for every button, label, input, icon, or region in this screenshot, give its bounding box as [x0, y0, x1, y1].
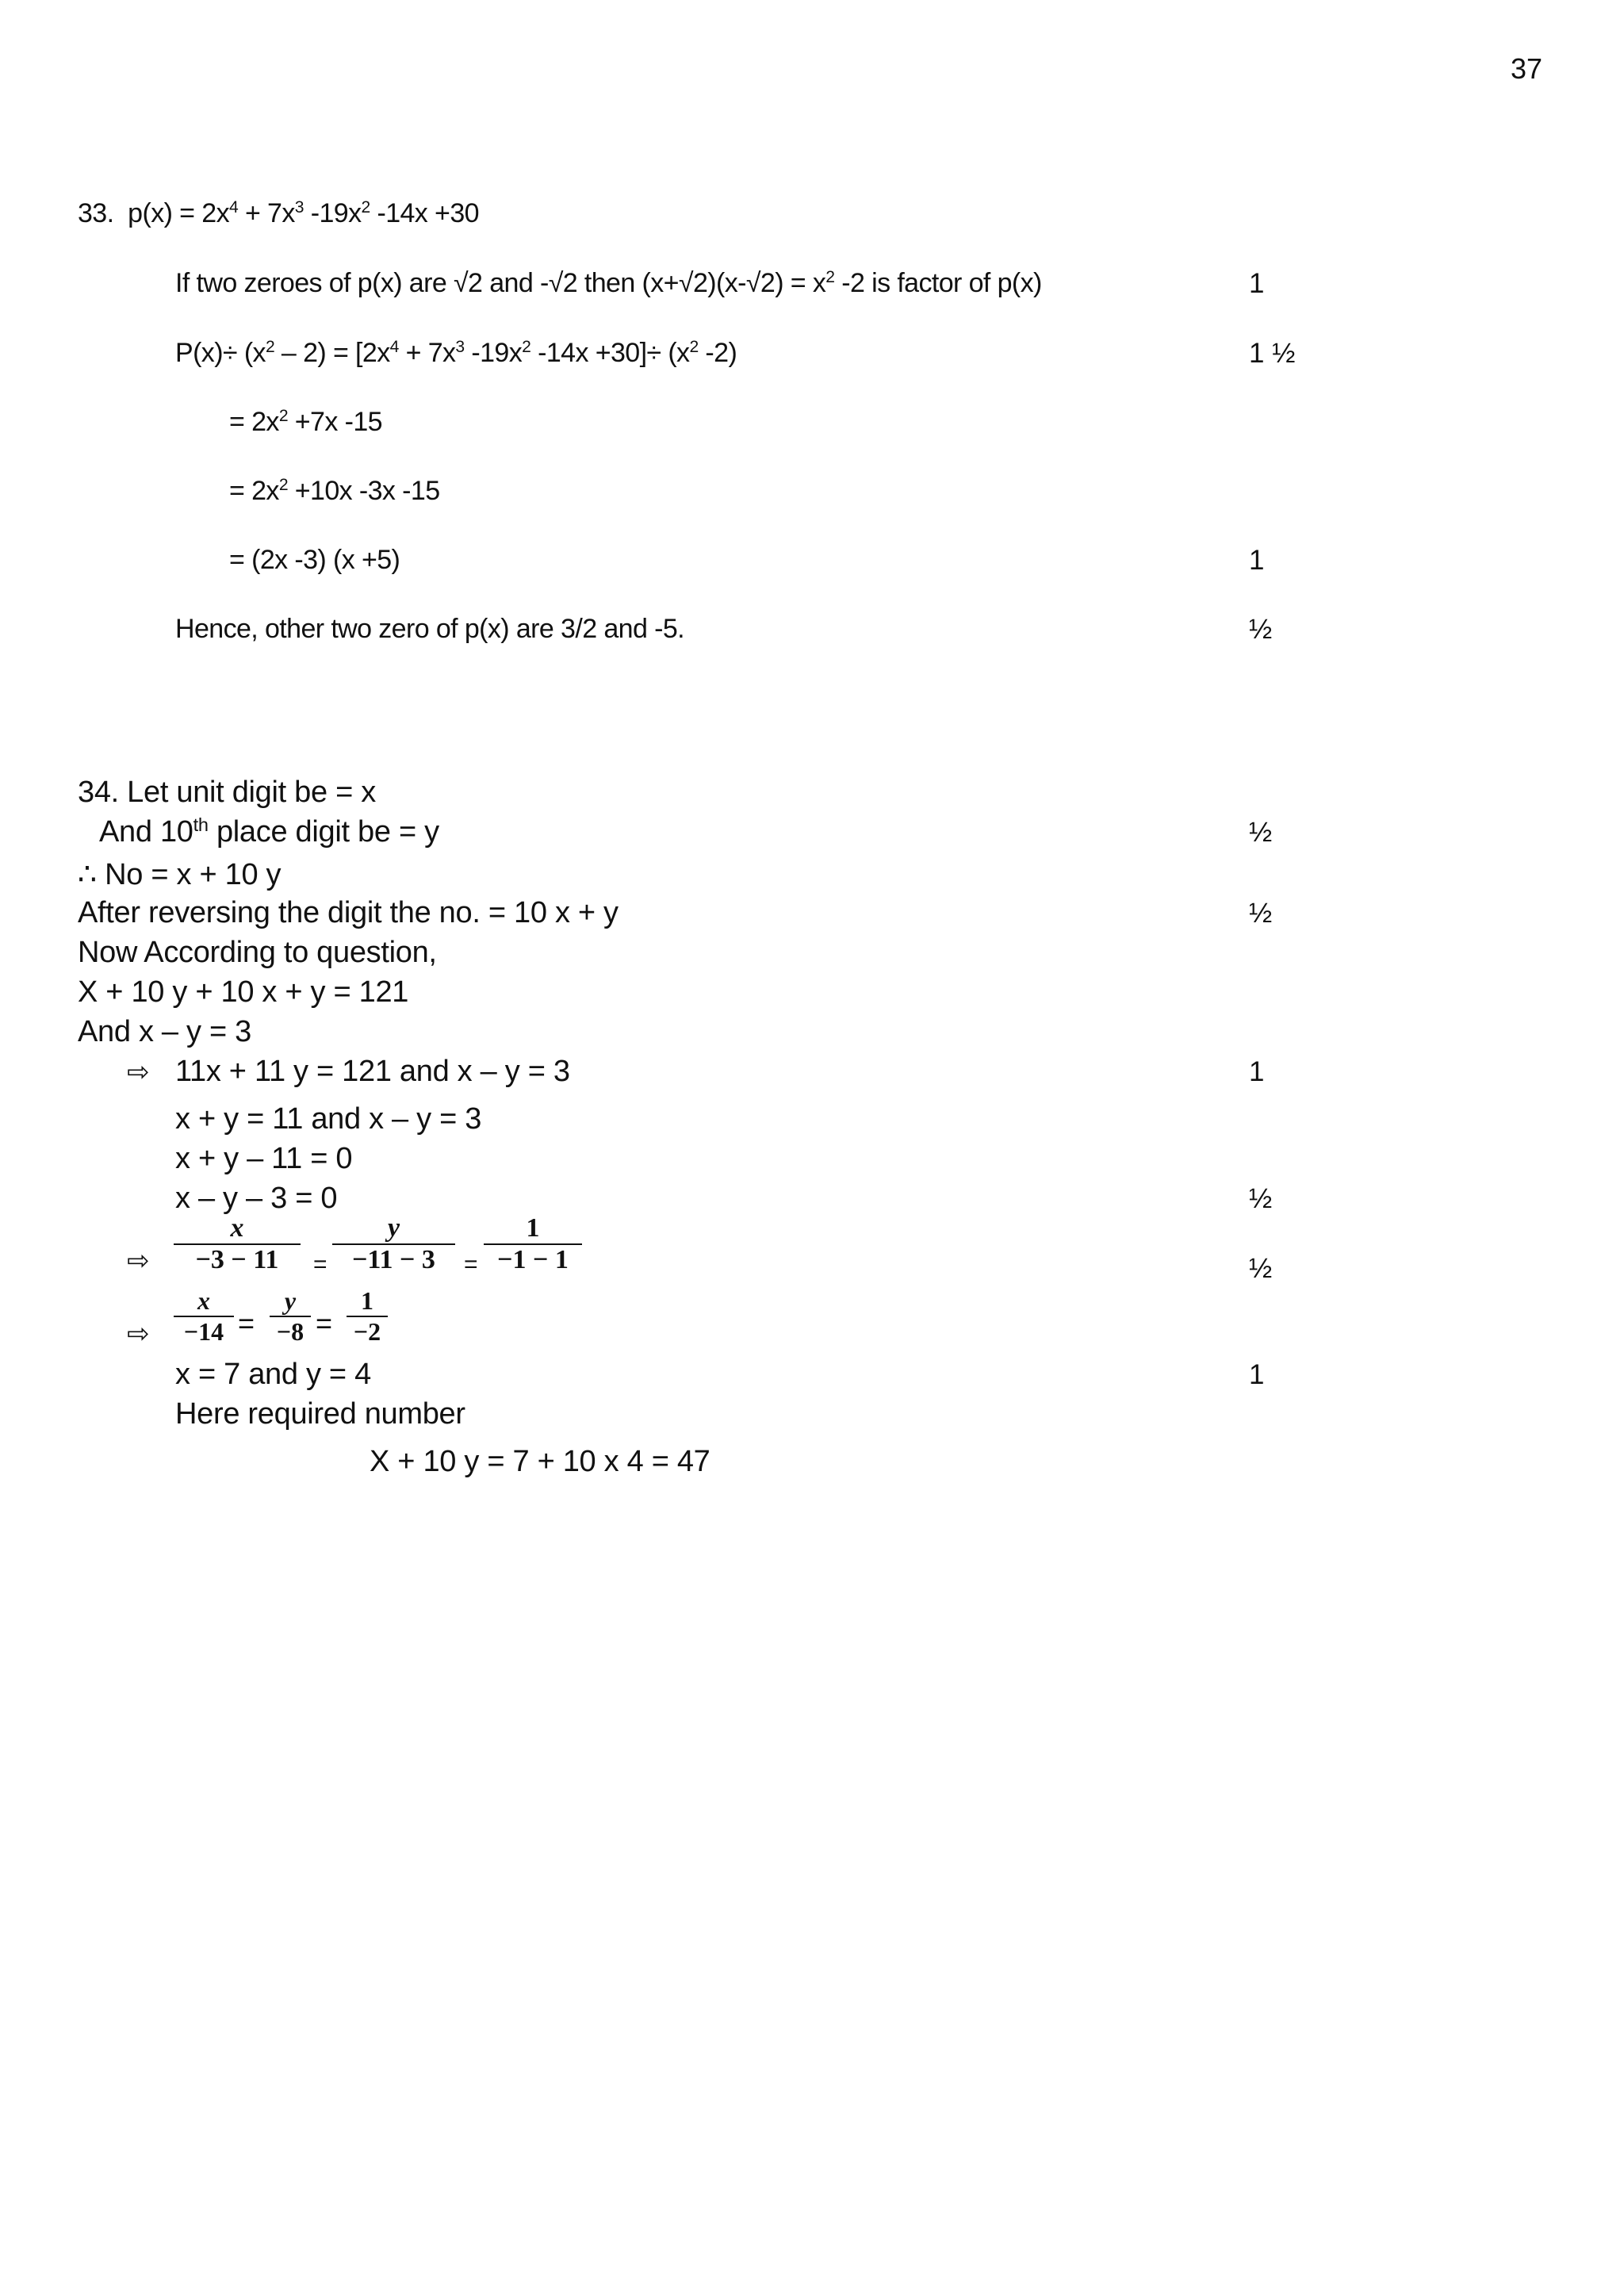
- q34-line-unit-digit: 34. Let unit digit be = x: [78, 776, 376, 809]
- equals-sign: =: [313, 1251, 327, 1278]
- q34-line-answer: X + 10 y = 7 + 10 x 4 = 47: [370, 1445, 710, 1478]
- q33-number: 33.: [78, 198, 114, 228]
- implies-arrow-icon: ⇨: [127, 1056, 150, 1088]
- fraction-x-over-den: x −3 − 11: [174, 1213, 301, 1275]
- q34-line-solution: x = 7 and y = 4: [175, 1358, 371, 1391]
- q34-line-reversed: After reversing the digit the no. = 10 x + y: [78, 896, 619, 929]
- q34-line-standard-2: x – y – 3 = 0: [175, 1182, 338, 1215]
- q33-factored-line: = (2x -3) (x +5): [229, 545, 400, 575]
- q33-mark-1: 1: [1249, 268, 1265, 299]
- q33-conclusion: Hence, other two zero of p(x) are 3/2 and -5.: [175, 614, 685, 644]
- q34-line-tens-digit: And 10th place digit be = y: [99, 814, 439, 849]
- equals-sign: =: [316, 1307, 333, 1339]
- q33-split-line: = $2x^2 +10x$ -3x -15: [229, 476, 440, 506]
- fraction-x-over-minus14: x −14: [174, 1286, 234, 1347]
- q34-line-number: ∴ No = x + 10 y: [78, 858, 282, 891]
- page-number: 37: [1511, 52, 1543, 85]
- q34-mark-5: ½: [1249, 1253, 1273, 1284]
- q34-line-combined: 11x + 11 y = 121 and x – y = 3: [175, 1055, 570, 1088]
- q34-mark-6: 1: [1249, 1359, 1265, 1390]
- q33-polynomial-definition: 33. $p(x) = 2x^4 + 7x^3$ $-19x^2$ -14x +30: [78, 198, 479, 228]
- equals-sign: =: [238, 1307, 255, 1339]
- q34-line-simplified: x + y = 11 and x – y = 3: [175, 1102, 482, 1136]
- q33-division-line: $P(x)\div (x^2 - 2) = [2x^4 + 7x^3$ $-19x^2$ $-14x +30]\div (x^2$ -2): [175, 338, 737, 368]
- q34-mark-1: ½: [1249, 817, 1273, 848]
- fraction-y-over-minus8: y −8: [270, 1286, 311, 1347]
- q33-mark-4: ½: [1249, 614, 1273, 645]
- equals-sign: =: [464, 1251, 478, 1278]
- q33-mark-2: 1 ½: [1249, 338, 1296, 369]
- q34-mark-3: 1: [1249, 1056, 1265, 1087]
- q34-line-standard-1: x + y – 11 = 0: [175, 1142, 353, 1175]
- q34-line-equation-2: And x – y = 3: [78, 1015, 251, 1048]
- q34-mark-2: ½: [1249, 898, 1273, 929]
- q33-factor-statement: If two zeroes of p(x) are √2 and -√2 then $(x+√2)(x-√2) = x^2$ -2 is factor of p(x): [175, 268, 1042, 298]
- q33-mark-3: 1: [1249, 545, 1265, 576]
- q33-quotient-line: = $2x^2 +7x$ -15: [229, 407, 382, 437]
- implies-arrow-icon: ⇨: [127, 1318, 150, 1350]
- fraction-one-over-den: 1 −1 − 1: [484, 1213, 582, 1275]
- q34-line-equation-1: X + 10 y + 10 x + y = 121: [78, 975, 409, 1009]
- q34-line-required: Here required number: [175, 1397, 465, 1431]
- fraction-one-over-minus2: 1 −2: [347, 1286, 388, 1347]
- q34-line-according: Now According to question,: [78, 936, 437, 969]
- fraction-y-over-den: y −11 − 3: [332, 1213, 455, 1275]
- implies-arrow-icon: ⇨: [127, 1245, 150, 1277]
- q34-mark-4: ½: [1249, 1183, 1273, 1214]
